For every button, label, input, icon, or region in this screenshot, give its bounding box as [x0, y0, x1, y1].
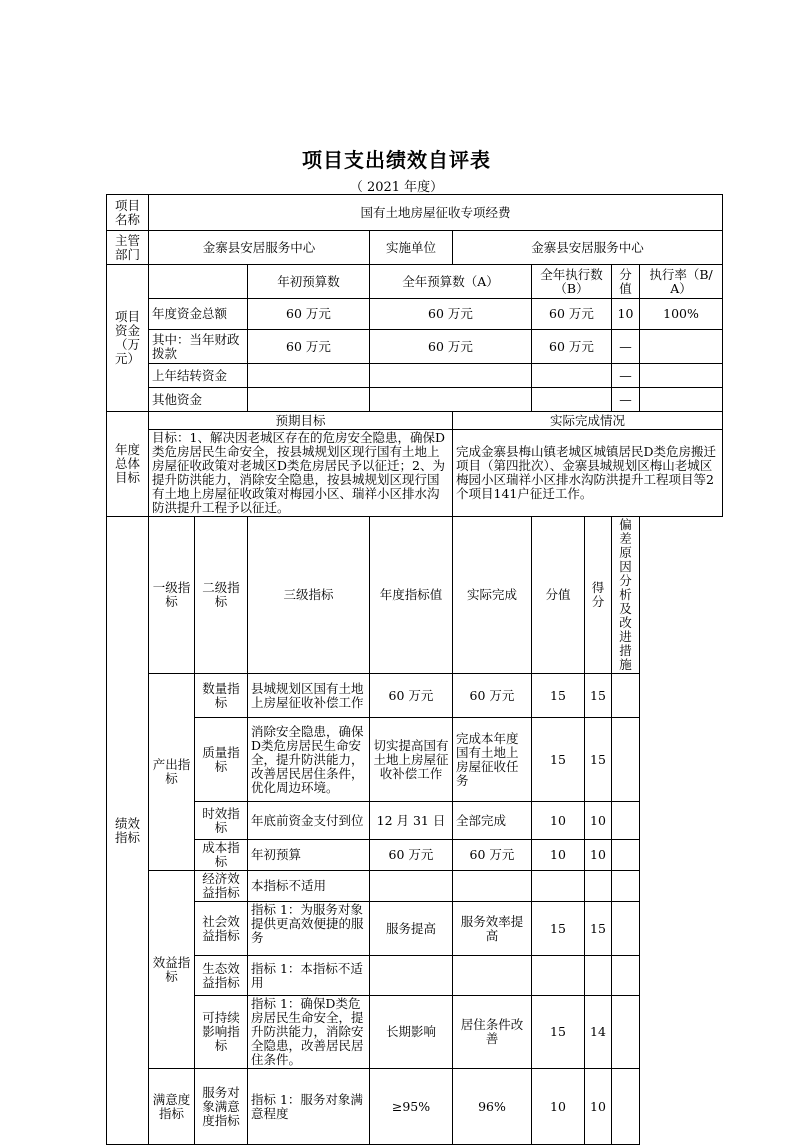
score-cell: 10	[532, 1069, 585, 1145]
actual-cell	[453, 956, 532, 996]
indicators-header: 年度指标值	[370, 517, 453, 674]
funds-cell	[532, 364, 612, 388]
level2-cell: 数量指标	[195, 674, 248, 718]
indicator-row	[107, 996, 723, 1069]
unit-label: 实施单位	[370, 231, 453, 265]
level1-cell: 产出指标	[149, 674, 195, 871]
level2-cell: 时效指标	[195, 802, 248, 840]
funds-row-name: 其他资金	[149, 388, 248, 412]
funds-row-name: 其中：当年财政拨款	[149, 330, 248, 364]
score-cell: 15	[532, 996, 585, 1069]
indicators-header: 得分	[585, 517, 612, 674]
page-title: 项目支出绩效自评表	[302, 148, 491, 172]
indicator-row	[107, 674, 723, 718]
note-cell	[612, 956, 640, 996]
got-cell: 10	[585, 1069, 612, 1145]
actual-cell: 60 万元	[453, 674, 532, 718]
got-cell: 10	[585, 840, 612, 871]
goals-content-row	[107, 430, 723, 517]
level3-cell: 指标 1：服务对象满意程度	[248, 1069, 370, 1145]
goals-expected-text: 目标：1、解决因老城区存在的危房安全隐患，确保D类危房居民生命安全，按县城规划区现行国有土地上房屋征收政策对老城区D类危房居民予以征迁；2、为提升防洪能力，消除安全隐患，按县城规划区现行国有土地上房屋征收政策对梅园小区、瑞祥小区排水沟防洪提升工程予以征迁。	[149, 430, 453, 517]
indicators-header: 二级指标	[195, 517, 248, 674]
actual-cell	[453, 871, 532, 902]
note-cell	[612, 871, 640, 902]
goals-header-row	[107, 412, 723, 430]
level3-cell: 县城规划区国有土地上房屋征收补偿工作	[248, 674, 370, 718]
target-cell: 切实提高国有土地上房屋征收补偿工作	[370, 718, 453, 802]
level1-cell: 效益指标	[149, 871, 195, 1069]
note-cell	[612, 902, 640, 956]
funds-row	[107, 330, 723, 364]
score-cell: 10	[532, 802, 585, 840]
funds-cell: 60 万元	[532, 330, 612, 364]
target-cell: 服务提高	[370, 902, 453, 956]
indicators-header: 一级指标	[149, 517, 195, 674]
indicator-row	[107, 902, 723, 956]
goals-actual-text: 完成金寨县梅山镇老城区城镇居民D类危房搬迁项目（第四批次）、金寨县城规划区梅山老城区梅园小区瑞祥小区排水沟防洪提升工程项目等2个项目141户征迁工作。	[453, 430, 723, 517]
funds-header: 全年预算数（A）	[370, 265, 532, 299]
actual-cell: 60 万元	[453, 840, 532, 871]
target-cell: 60 万元	[370, 674, 453, 718]
funds-cell	[640, 388, 723, 412]
indicator-row	[107, 871, 723, 902]
year-label: （ 2021 年度）	[349, 180, 444, 195]
level2-cell: 经济效益指标	[195, 871, 248, 902]
funds-cell: —	[612, 388, 640, 412]
level3-cell: 年初预算	[248, 840, 370, 871]
got-cell	[585, 871, 612, 902]
funds-header-blank	[149, 265, 248, 299]
funds-cell: 60 万元	[248, 330, 370, 364]
level2-cell: 可持续影响指标	[195, 996, 248, 1069]
indicators-header: 偏差原因分析及改进措施	[612, 517, 640, 674]
indicators-label: 绩效指标	[107, 517, 149, 1145]
target-cell	[370, 956, 453, 996]
score-cell: 15	[532, 674, 585, 718]
funds-cell	[248, 388, 370, 412]
funds-cell	[640, 330, 723, 364]
got-cell: 14	[585, 996, 612, 1069]
level1-cell: 满意度指标	[149, 1069, 195, 1145]
funds-label: 项目资金（万元）	[107, 265, 149, 412]
target-cell	[370, 871, 453, 902]
self-evaluation-table	[106, 194, 723, 1145]
goals-expected-header: 预期目标	[149, 412, 453, 430]
indicator-row	[107, 718, 723, 802]
funds-row-name: 年度资金总额	[149, 299, 248, 330]
funds-cell: —	[612, 364, 640, 388]
level3-cell: 本指标不适用	[248, 871, 370, 902]
got-cell	[585, 956, 612, 996]
score-cell: 15	[532, 718, 585, 802]
target-cell: 60 万元	[370, 840, 453, 871]
note-cell	[612, 1069, 640, 1145]
note-cell	[612, 718, 640, 802]
indicator-row	[107, 840, 723, 871]
indicators-header-row	[107, 517, 723, 674]
level2-cell: 生态效益指标	[195, 956, 248, 996]
level3-cell: 年底前资金支付到位	[248, 802, 370, 840]
funds-cell	[640, 364, 723, 388]
indicator-row	[107, 802, 723, 840]
project-name-row	[107, 195, 723, 231]
funds-cell	[370, 388, 532, 412]
level2-cell: 服务对象满意度指标	[195, 1069, 248, 1145]
actual-cell: 服务效率提高	[453, 902, 532, 956]
funds-header: 年初预算数	[248, 265, 370, 299]
level2-cell: 质量指标	[195, 718, 248, 802]
target-cell: 12 月 31 日	[370, 802, 453, 840]
indicators-header: 实际完成	[453, 517, 532, 674]
goals-label: 年度总体目标	[107, 412, 149, 517]
funds-header: 全年执行数（B）	[532, 265, 612, 299]
indicators-header: 三级指标	[248, 517, 370, 674]
funds-row	[107, 299, 723, 330]
note-cell	[612, 996, 640, 1069]
funds-row	[107, 388, 723, 412]
funds-row	[107, 364, 723, 388]
level3-cell: 指标 1：为服务对象提供更高效便捷的服务	[248, 902, 370, 956]
funds-cell: 10	[612, 299, 640, 330]
target-cell: 长期影响	[370, 996, 453, 1069]
indicator-row	[107, 1069, 723, 1145]
funds-cell: —	[612, 330, 640, 364]
dept-value: 金寨县安居服务中心	[149, 231, 370, 265]
note-cell	[612, 840, 640, 871]
actual-cell: 完成本年度国有土地上房屋征收任务	[453, 718, 532, 802]
got-cell: 10	[585, 802, 612, 840]
funds-header: 分值	[612, 265, 640, 299]
funds-cell: 60 万元	[370, 330, 532, 364]
indicators-header: 分值	[532, 517, 585, 674]
funds-cell: 60 万元	[370, 299, 532, 330]
actual-cell: 居住条件改善	[453, 996, 532, 1069]
funds-cell	[248, 364, 370, 388]
got-cell: 15	[585, 674, 612, 718]
funds-row-name: 上年结转资金	[149, 364, 248, 388]
funds-cell	[370, 364, 532, 388]
note-cell	[612, 674, 640, 718]
actual-cell: 全部完成	[453, 802, 532, 840]
goals-actual-header: 实际完成情况	[453, 412, 723, 430]
score-cell: 15	[532, 902, 585, 956]
level3-cell: 指标 1：确保D类危房居民生命安全，提升防洪能力，消除安全隐患，改善居民居住条件。	[248, 996, 370, 1069]
score-cell	[532, 956, 585, 996]
unit-value: 金寨县安居服务中心	[453, 231, 723, 265]
funds-header: 执行率（B/A）	[640, 265, 723, 299]
funds-cell	[532, 388, 612, 412]
indicator-row	[107, 956, 723, 996]
project-name-value: 国有土地房屋征收专项经费	[149, 195, 723, 231]
level2-cell: 成本指标	[195, 840, 248, 871]
got-cell: 15	[585, 902, 612, 956]
dept-row	[107, 231, 723, 265]
score-cell: 10	[532, 840, 585, 871]
level2-cell: 社会效益指标	[195, 902, 248, 956]
funds-cell: 60 万元	[248, 299, 370, 330]
got-cell: 15	[585, 718, 612, 802]
project-name-label: 项目名称	[107, 195, 149, 231]
level3-cell: 指标 1：本指标不适用	[248, 956, 370, 996]
score-cell	[532, 871, 585, 902]
level3-cell: 消除安全隐患，确保D类危房居民生命安全，提升防洪能力，改善居民居住条件，优化周边环境。	[248, 718, 370, 802]
funds-header-row	[107, 265, 723, 299]
note-cell	[612, 802, 640, 840]
target-cell: ≥95%	[370, 1069, 453, 1145]
dept-label: 主管部门	[107, 231, 149, 265]
funds-cell: 60 万元	[532, 299, 612, 330]
actual-cell: 96%	[453, 1069, 532, 1145]
funds-cell: 100%	[640, 299, 723, 330]
